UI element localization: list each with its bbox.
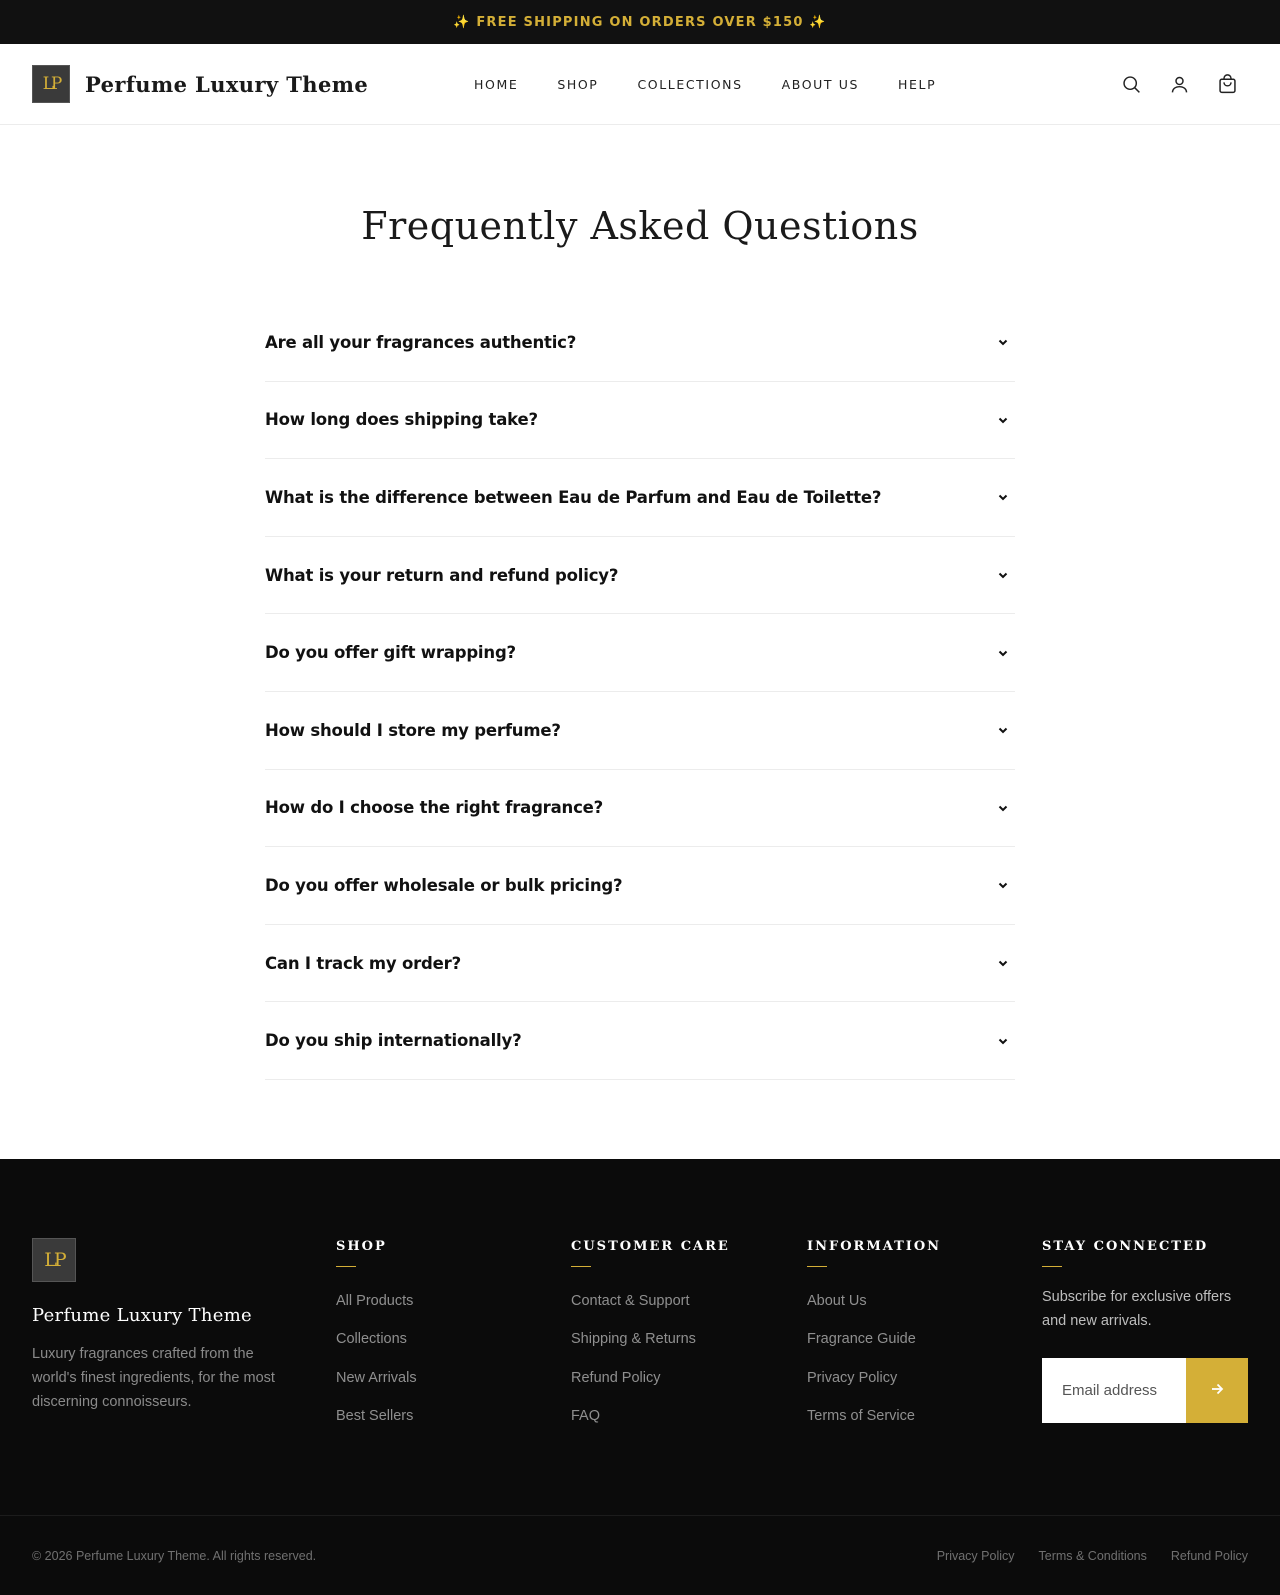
faq-list [265, 304, 1015, 1080]
footer-link[interactable]: FAQ [571, 1407, 601, 1424]
footer-link[interactable]: About Us [807, 1293, 867, 1309]
footer-link[interactable]: All Products [336, 1293, 414, 1309]
footer-link[interactable]: Contact & Support [571, 1293, 690, 1309]
nav-help[interactable]: HELP [898, 77, 937, 92]
heading-underline [807, 1266, 827, 1267]
faq-question: Can I track my order? [265, 953, 461, 973]
legal-link-refund[interactable]: Refund Policy [1170, 1548, 1248, 1563]
site-footer [0, 1159, 1280, 1595]
footer-link[interactable]: New Arrivals [336, 1369, 417, 1386]
brand-name: Perfume Luxury Theme [85, 71, 369, 97]
nav-shop[interactable]: SHOP [557, 77, 599, 92]
header-actions [1121, 44, 1238, 125]
page-title: Frequently Asked Questions [361, 204, 919, 248]
footer-link[interactable]: Terms of Service [807, 1407, 915, 1424]
footer-heading: STAY CONNECTED [1042, 1239, 1209, 1254]
footer-heading: INFORMATION [807, 1239, 942, 1254]
faq-question: How do I choose the right fragrance? [265, 798, 604, 818]
footer-brand-name: Perfume Luxury Theme [32, 1305, 253, 1326]
faq-item[interactable] [265, 614, 1015, 692]
chevron-down-icon [997, 802, 1009, 814]
chevron-down-icon [997, 957, 1009, 969]
faq-question: Do you offer gift wrapping? [265, 643, 516, 663]
faq-question: Do you offer wholesale or bulk pricing? [265, 875, 623, 895]
faq-item[interactable] [265, 925, 1015, 1003]
footer-heading: CUSTOMER CARE [571, 1239, 730, 1254]
faq-item[interactable] [265, 304, 1015, 382]
chevron-down-icon [997, 569, 1009, 581]
footer-column-shop [336, 1239, 417, 1446]
faq-item[interactable] [265, 382, 1015, 460]
chevron-down-icon [997, 1035, 1009, 1047]
faq-item[interactable] [265, 692, 1015, 770]
heading-underline [336, 1266, 356, 1267]
footer-brand [32, 1238, 282, 1414]
chevron-down-icon [997, 647, 1009, 659]
arrow-right-icon [1210, 1382, 1224, 1399]
footer-bottom-bar [0, 1515, 1280, 1595]
legal-links [937, 1549, 1248, 1563]
legal-link-privacy[interactable]: Privacy Policy [936, 1548, 1015, 1563]
footer-description: Luxury fragrances crafted from the world's finest ingredients, for the most discerning connoisseurs. [32, 1346, 275, 1410]
footer-link[interactable]: Collections [336, 1331, 407, 1348]
heading-underline [571, 1266, 591, 1267]
footer-link[interactable]: Fragrance Guide [807, 1331, 916, 1348]
chevron-down-icon [997, 491, 1009, 503]
faq-item[interactable] [265, 459, 1015, 537]
nav-about-us[interactable]: ABOUT US [781, 77, 860, 92]
announcement-bar [0, 0, 1280, 44]
footer-logo-monogram: LP [44, 1249, 64, 1271]
logo-monogram: LP [42, 74, 60, 94]
logo [32, 65, 70, 103]
footer-link[interactable]: Refund Policy [571, 1369, 661, 1386]
faq-question: What is your return and refund policy? [265, 565, 619, 585]
email-field[interactable] [1042, 1358, 1186, 1423]
footer-link[interactable]: Shipping & Returns [571, 1331, 696, 1348]
heading-underline [1042, 1266, 1062, 1267]
faq-question: Do you ship internationally? [265, 1031, 522, 1051]
faq-item[interactable] [265, 537, 1015, 615]
footer-link[interactable]: Privacy Policy [807, 1369, 898, 1386]
brand-link[interactable] [32, 65, 368, 103]
announcement-text: ✨ FREE SHIPPING ON ORDERS OVER $150 ✨ [453, 14, 827, 30]
footer-link[interactable]: Best Sellers [336, 1407, 414, 1424]
nav-home[interactable]: HOME [474, 77, 519, 92]
nav-collections[interactable]: COLLECTIONS [637, 77, 743, 92]
footer-heading: SHOP [336, 1239, 387, 1254]
search-icon[interactable] [1121, 74, 1142, 95]
faq-item[interactable] [265, 847, 1015, 925]
chevron-down-icon [997, 336, 1009, 348]
newsletter-form [1042, 1358, 1248, 1423]
legal-link-terms[interactable]: Terms & Conditions [1038, 1548, 1147, 1563]
copyright: © 2026 Perfume Luxury Theme. All rights reserved. [32, 1548, 317, 1563]
faq-item[interactable] [265, 1002, 1015, 1080]
cart-icon[interactable] [1217, 74, 1238, 95]
faq-question: Are all your fragrances authentic? [265, 332, 577, 352]
faq-question: What is the difference between Eau de Parfum and Eau de Toilette? [265, 487, 882, 507]
faq-question: How should I store my perfume? [265, 720, 561, 740]
subscribe-button[interactable] [1186, 1358, 1248, 1423]
account-icon[interactable] [1169, 74, 1190, 95]
site-header [0, 44, 1280, 125]
footer-logo[interactable] [32, 1238, 76, 1282]
faq-question: How long does shipping take? [265, 410, 538, 430]
chevron-down-icon [997, 724, 1009, 736]
chevron-down-icon [997, 414, 1009, 426]
chevron-down-icon [997, 879, 1009, 891]
main-nav [474, 44, 936, 125]
footer-column-customer-care [571, 1239, 730, 1446]
footer-newsletter [1042, 1239, 1252, 1423]
newsletter-text: Subscribe for exclusive offers and new arrivals. [1042, 1289, 1232, 1329]
faq-item[interactable] [265, 770, 1015, 848]
footer-column-information [807, 1239, 941, 1446]
